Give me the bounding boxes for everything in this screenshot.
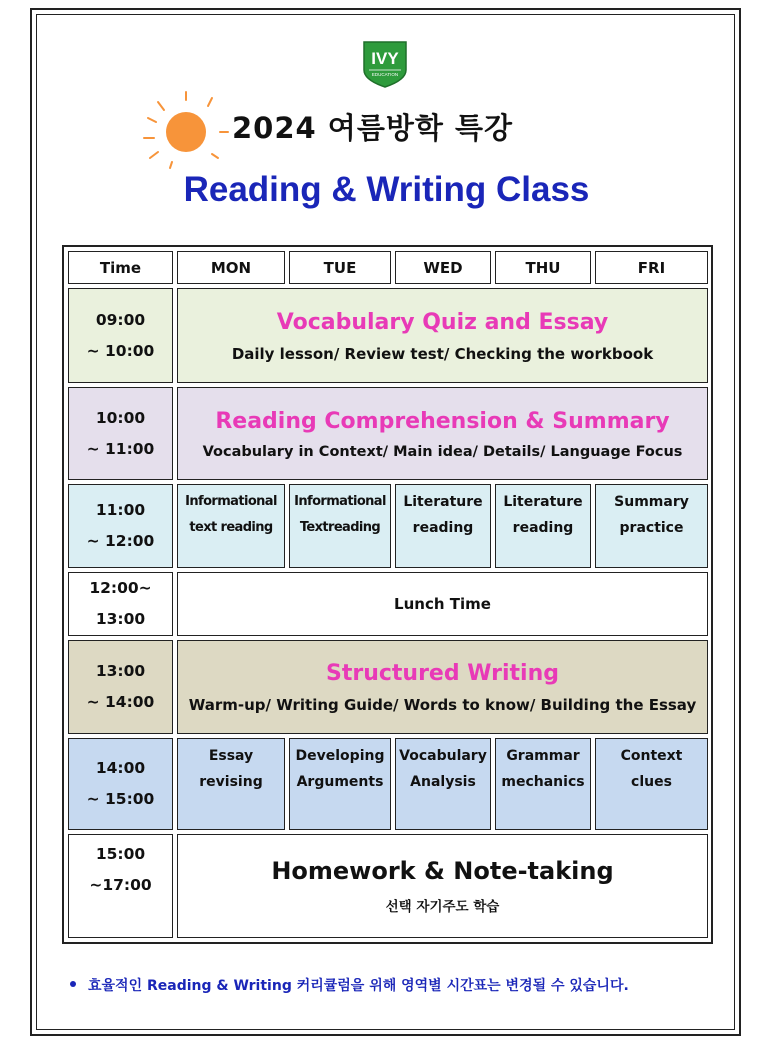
day-cell-wed — [395, 484, 491, 568]
day-line: Developing — [295, 748, 385, 764]
day-cell-mon — [177, 738, 285, 830]
day-cell-tue — [289, 484, 391, 568]
day-line: Informational — [185, 494, 277, 509]
time-end: ~ 12:00 — [86, 532, 155, 550]
time-cell — [68, 640, 173, 734]
day-line: Literature — [503, 494, 583, 510]
header-time: Time — [68, 251, 173, 284]
time-start: 11:00 — [95, 501, 146, 519]
lunch-cell — [177, 572, 708, 636]
day-line: Informational — [294, 494, 386, 509]
time-end: ~ 10:00 — [86, 341, 155, 360]
footer-note-text: 효율적인 Reading & Writing 커리큘럼을 위해 영역별 시간표는 변경될 수 있습니다. — [88, 978, 629, 994]
time-end: ~ 11:00 — [86, 439, 155, 458]
day-line: reading — [412, 520, 474, 536]
lunch-label: Lunch Time — [394, 595, 491, 613]
day-line: Context — [620, 748, 683, 764]
day-line: Vocabulary — [399, 748, 487, 764]
day-line: Arguments — [296, 774, 384, 790]
homework-subtitle: 선택 자기주도 학습 — [385, 899, 500, 915]
title-english: Reading & Writing Class — [183, 170, 590, 209]
title-korean: 2024 여름방학 특강 — [232, 111, 513, 145]
session-subtitle: Vocabulary in Context/ Main idea/ Details/ Language Focus — [202, 443, 683, 460]
day-line: mechanics — [501, 774, 585, 790]
session-title: Reading Comprehension & Summary — [215, 408, 670, 434]
day-cell-thu — [495, 738, 591, 830]
day-cell-tue — [289, 738, 391, 830]
session-subtitle: Daily lesson/ Review test/ Checking the workbook — [231, 344, 654, 363]
time-start: 14:00 — [95, 759, 146, 777]
session-title: Structured Writing — [325, 661, 559, 686]
homework-cell — [177, 834, 708, 938]
time-end: ~17:00 — [89, 876, 152, 894]
day-line: practice — [619, 520, 684, 536]
day-cell-thu — [495, 484, 591, 568]
day-line: revising — [199, 774, 263, 790]
session-cell — [177, 288, 708, 383]
header-thu: THU — [495, 251, 591, 284]
day-cell-mon — [177, 484, 285, 568]
time-cell — [68, 738, 173, 830]
day-cell-fri — [595, 738, 708, 830]
ivy-logo — [362, 40, 408, 88]
session-title: Vocabulary Quiz and Essay — [276, 309, 609, 335]
day-line: Analysis — [410, 774, 476, 790]
time-cell — [68, 288, 173, 383]
session-subtitle: Warm-up/ Writing Guide/ Words to know/ Building the Essay — [188, 696, 697, 714]
time-cell — [68, 387, 173, 480]
day-line: Literature — [403, 494, 483, 510]
bullet-icon — [70, 981, 76, 987]
day-line: text reading — [189, 520, 273, 535]
day-line: Essay — [208, 748, 254, 764]
session-cell — [177, 387, 708, 480]
day-line: Textreading — [299, 520, 381, 535]
day-cell-fri — [595, 484, 708, 568]
time-cell — [68, 484, 173, 568]
session-cell — [177, 640, 708, 734]
logo-text: IVY — [371, 49, 399, 68]
time-start: 09:00 — [95, 310, 146, 329]
time-start: 12:00~ — [89, 579, 152, 597]
time-end: 13:00 — [95, 610, 146, 628]
time-start: 10:00 — [95, 408, 146, 427]
homework-title: Homework & Note-taking — [271, 857, 614, 885]
time-end: ~ 15:00 — [86, 790, 155, 808]
day-line: Summary — [614, 494, 689, 510]
time-start: 13:00 — [95, 662, 146, 680]
footer-note — [70, 975, 629, 995]
day-line: reading — [512, 520, 574, 536]
time-end: ~ 14:00 — [86, 693, 155, 711]
day-line: clues — [631, 774, 672, 790]
day-line: Grammar — [506, 748, 580, 764]
sun-icon — [140, 88, 230, 174]
logo-subtext: EDUCATION — [371, 72, 399, 77]
header-fri: FRI — [595, 251, 708, 284]
header-wed: WED — [395, 251, 491, 284]
time-start: 15:00 — [95, 845, 146, 863]
header-tue: TUE — [289, 251, 391, 284]
time-cell — [68, 834, 173, 938]
time-cell — [68, 572, 173, 636]
day-cell-wed — [395, 738, 491, 830]
header-mon: MON — [177, 251, 285, 284]
